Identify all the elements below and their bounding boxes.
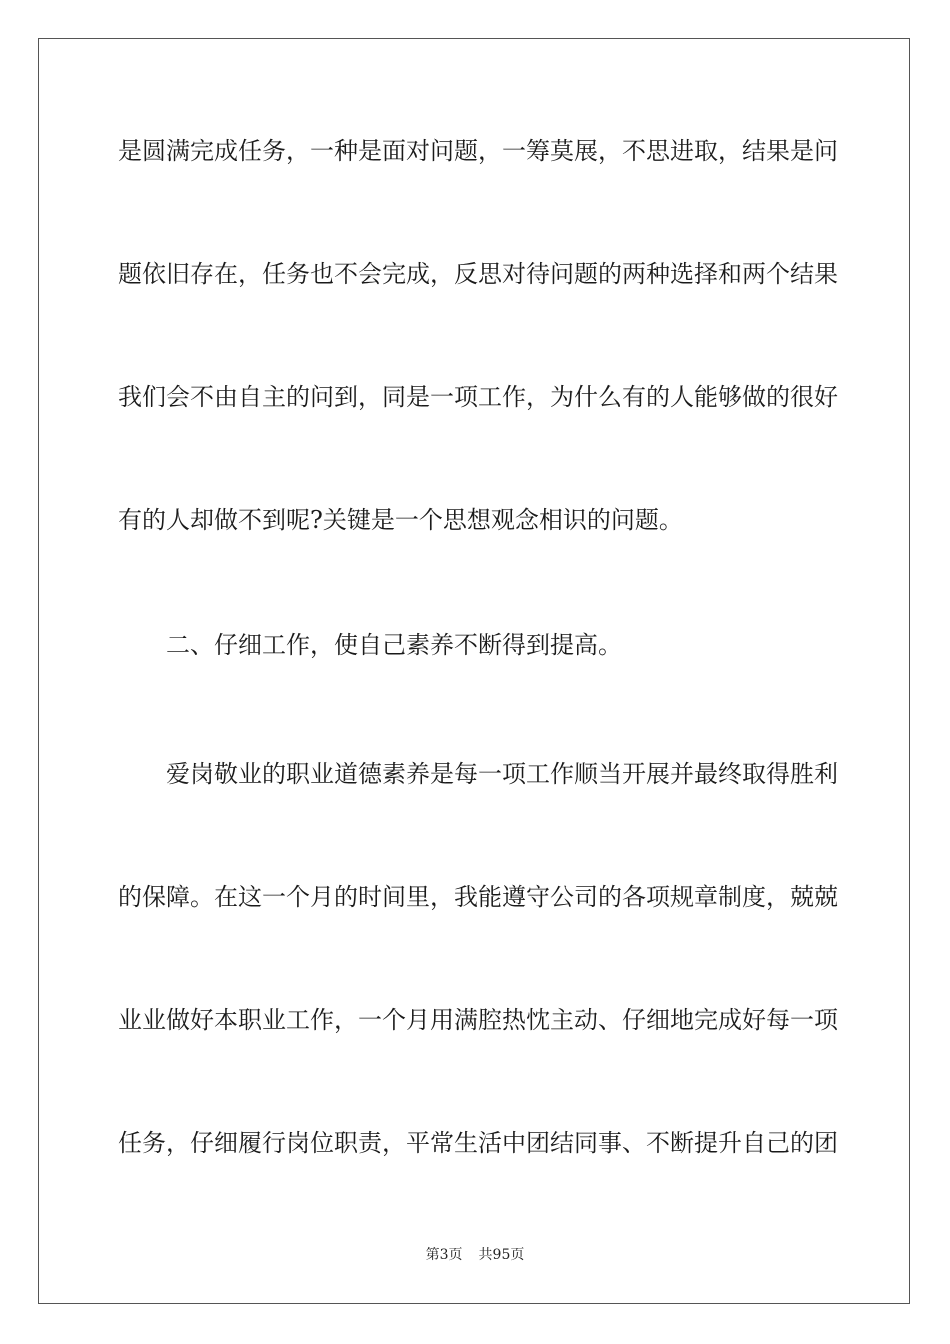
body-line-6: 爱岗敬业的职业道德素养是每一项工作顺当开展并最终取得胜利 bbox=[166, 760, 838, 788]
body-line-4: 有的人却做不到呢?关键是一个思想观念相识的问题。 bbox=[118, 506, 683, 534]
body-line-8: 业业做好本职业工作，一个月用满腔热忱主动、仔细地完成好每一项 bbox=[118, 1006, 838, 1034]
page-number: 第3页 bbox=[425, 1247, 463, 1263]
page-footer bbox=[0, 1246, 950, 1264]
body-line-7: 的保障。在这一个月的时间里，我能遵守公司的各项规章制度，兢兢 bbox=[118, 883, 838, 911]
total-pages: 共95页 bbox=[478, 1247, 525, 1263]
section-heading: 二、仔细工作，使自己素养不断得到提高。 bbox=[166, 631, 622, 659]
body-line-2: 题依旧存在，任务也不会完成，反思对待问题的两种选择和两个结果 bbox=[118, 260, 838, 288]
body-line-9: 任务，仔细履行岗位职责，平常生活中团结同事、不断提升自己的团 bbox=[118, 1129, 838, 1157]
body-line-1: 是圆满完成任务，一种是面对问题，一筹莫展，不思进取，结果是问 bbox=[118, 137, 838, 165]
page-border bbox=[38, 38, 910, 1304]
body-line-3: 我们会不由自主的问到，同是一项工作，为什么有的人能够做的很好 bbox=[118, 383, 838, 411]
